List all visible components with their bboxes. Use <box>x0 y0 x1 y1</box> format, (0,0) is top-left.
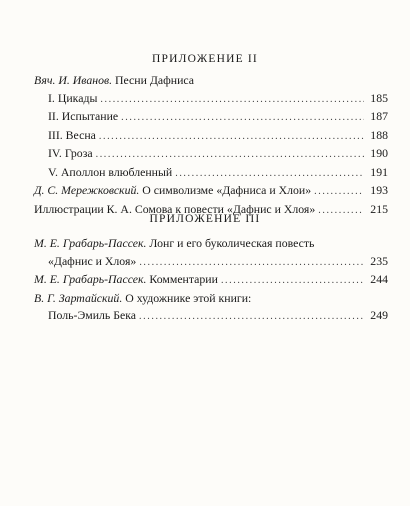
zartaysky-title-cont: Поль-Эмиль Бека <box>48 308 137 322</box>
toc-entry-zartaysky-line2[interactable] <box>34 307 388 326</box>
toc-entry-label: IV. Гроза <box>48 146 93 160</box>
toc-entry-label: V. Аполлон влюбленный <box>48 164 173 179</box>
toc-entry-cicadas[interactable] <box>34 90 388 109</box>
toc-entry-grabar-long-line2[interactable] <box>34 253 388 272</box>
toc-entry-zartaysky-line1[interactable] <box>34 290 388 308</box>
toc-entry-label <box>34 182 311 200</box>
dot-leader <box>175 165 364 183</box>
dot-leader <box>139 308 364 326</box>
toc-entry-grabar-commentary[interactable] <box>34 271 388 290</box>
grabar-long-title-cont: «Дафнис и Хлоя» <box>48 253 137 268</box>
dot-leader <box>100 91 364 109</box>
ivanov-group-heading <box>34 72 388 90</box>
page-number: 185 <box>370 90 388 105</box>
toc-entry-apollo[interactable] <box>34 164 388 183</box>
zartaysky-author: В. Г. Зартайский. <box>34 290 123 305</box>
page-number: 188 <box>370 127 388 142</box>
dot-leader <box>96 146 364 164</box>
toc-entry-label: Иллюстрации К. А. Сомова к повести «Дафнис и Хлоя» <box>34 201 316 216</box>
ivanov-group-title: Песни Дафниса <box>112 73 195 87</box>
grabar-long-title: Лонг и его буколическая повесть <box>146 236 315 250</box>
dot-leader <box>99 128 364 146</box>
page-number: 244 <box>370 272 388 286</box>
dot-leader <box>221 272 364 290</box>
page-number: 235 <box>370 253 388 268</box>
ivanov-author: Вяч. И. Иванов. <box>34 73 113 87</box>
toc-entry-spring[interactable] <box>34 127 388 146</box>
toc-entry-label <box>34 271 218 289</box>
page-number: 187 <box>370 109 388 123</box>
merezhkovsky-author: Д. С. Мережковский. <box>34 183 140 197</box>
grabar-commentary-title: Комментарии <box>146 272 218 286</box>
zartaysky-title: О художнике этой книги: <box>122 290 252 305</box>
grabar-author: М. Е. Грабарь-Пассек. <box>34 272 147 286</box>
appendix-ii-heading: ПРИЛОЖЕНИЕ II <box>152 53 258 65</box>
appendix-iii-heading: ПРИЛОЖЕНИЕ III <box>149 213 261 225</box>
toc-entry-trial[interactable] <box>34 108 388 127</box>
page-number: 191 <box>370 164 388 179</box>
toc-entry-storm[interactable] <box>34 145 388 164</box>
merezhkovsky-title: О символизме «Дафниса и Хлои» <box>139 183 312 197</box>
toc-entry-grabar-long-line1[interactable] <box>34 235 388 253</box>
dot-leader <box>314 183 364 201</box>
page-number: 193 <box>370 183 388 197</box>
toc-entry-merezhkovsky[interactable] <box>34 182 388 201</box>
toc-entry-label: II. Испытание <box>48 109 119 123</box>
dot-leader <box>121 109 364 127</box>
toc-entry-label: I. Цикады <box>48 90 98 105</box>
dot-leader <box>139 254 364 272</box>
appendix-ii-contents <box>34 72 388 219</box>
page-number: 215 <box>370 201 388 216</box>
appendix-iii-contents <box>34 235 388 326</box>
toc-entry-label: III. Весна <box>48 127 96 142</box>
page-number: 190 <box>370 146 388 160</box>
page-number: 249 <box>370 308 388 322</box>
grabar-author: М. Е. Грабарь-Пассек. <box>34 236 147 250</box>
